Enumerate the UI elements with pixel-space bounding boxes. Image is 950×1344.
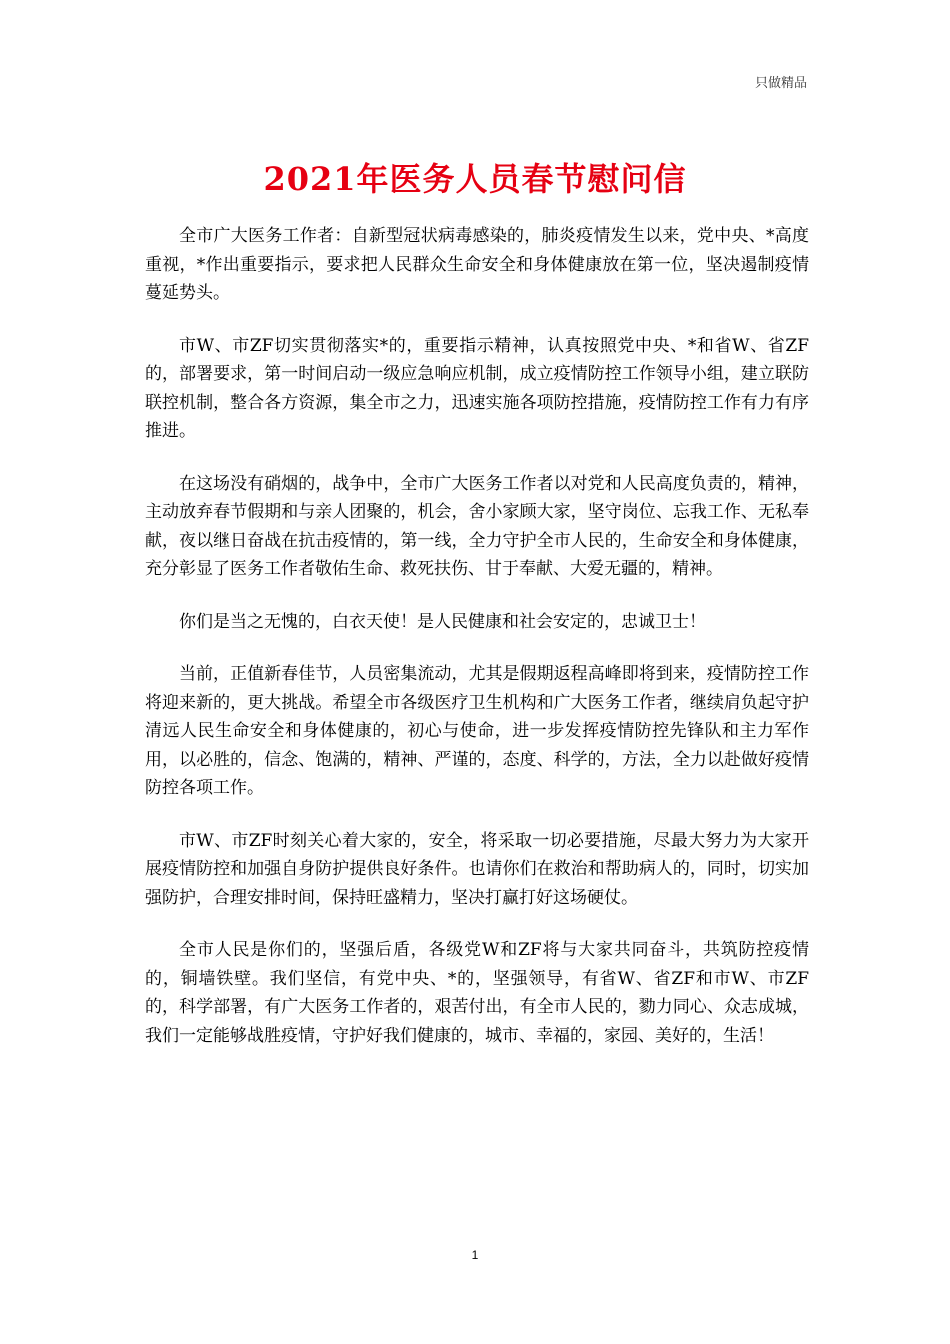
- paragraph-3: 在这场没有硝烟的，战争中，全市广大医务工作者以对党和人民高度负责的，精神，主动放弃春节假期和与亲人团聚的，机会，舍小家顾大家，坚守岗位、忘我工作、无私奉献，夜以继日奋战在抗击疫情的，第一线，全力守护全市人民的，生命安全和身体健康，充分彰显了医务工作者敬佑生命、救死扶伤、甘于奉献、大爱无疆的，精神。: [145, 473, 809, 579]
- document-body: [145, 222, 809, 1074]
- paragraph-5: 当前，正值新春佳节，人员密集流动，尤其是假期返程高峰即将到来，疫情防控工作将迎来新的，更大挑战。希望全市各级医疗卫生机构和广大医务工作者，继续肩负起守护清远人民生命安全和身体健康的，初心与使命，进一步发挥疫情防控先锋队和主力军作用，以必胜的，信念、饱满的，精神、严谨的，态度、科学的，方法，全力以赴做好疫情防控各项工作。: [145, 664, 809, 798]
- paragraph-6: 市W、市ZF时刻关心着大家的，安全，将采取一切必要措施，尽最大努力为大家开展疫情防控和加强自身防护提供良好条件。也请你们在救治和帮助病人的，同时，切实加强防护，合理安排时间，保持旺盛精力，坚决打赢打好这场硬仗。: [145, 830, 809, 908]
- page-number: 1: [471, 1248, 479, 1262]
- header-note: 只做精品: [754, 76, 807, 91]
- paragraph-1: 全市广大医务工作者：自新型冠状病毒感染的，肺炎疫情发生以来，党中央、*高度重视，*作出重要指示，要求把人民群众生命安全和身体健康放在第一位，坚决遏制疫情蔓延势头。: [145, 226, 809, 303]
- document-title: 2021年医务人员春节慰问信: [263, 160, 687, 198]
- paragraph-2: 市W、市ZF切实贯彻落实*的，重要指示精神，认真按照党中央、*和省W、省ZF的，部署要求，第一时间启动一级应急响应机制，成立疫情防控工作领导小组，建立联防联控机制，整合各方资源，集全市之力，迅速实施各项防控措施，疫情防控工作有力有序推进。: [145, 335, 809, 441]
- paragraph-7: 全市人民是你们的，坚强后盾，各级党W和ZF将与大家共同奋斗，共筑防控疫情的，铜墙铁壁。我们坚信，有党中央、*的，坚强领导，有省W、省ZF和市W、市ZF的，科学部署，有广大医务工作者的，艰苦付出，有全市人民的，勠力同心、众志成城，我们一定能够战胜疫情，守护好我们健康的，城市、幸福的，家园、美好的，生活！: [145, 940, 809, 1046]
- paragraph-4: 你们是当之无愧的，白衣天使！是人民健康和社会安定的，忠诚卫士！: [179, 611, 706, 632]
